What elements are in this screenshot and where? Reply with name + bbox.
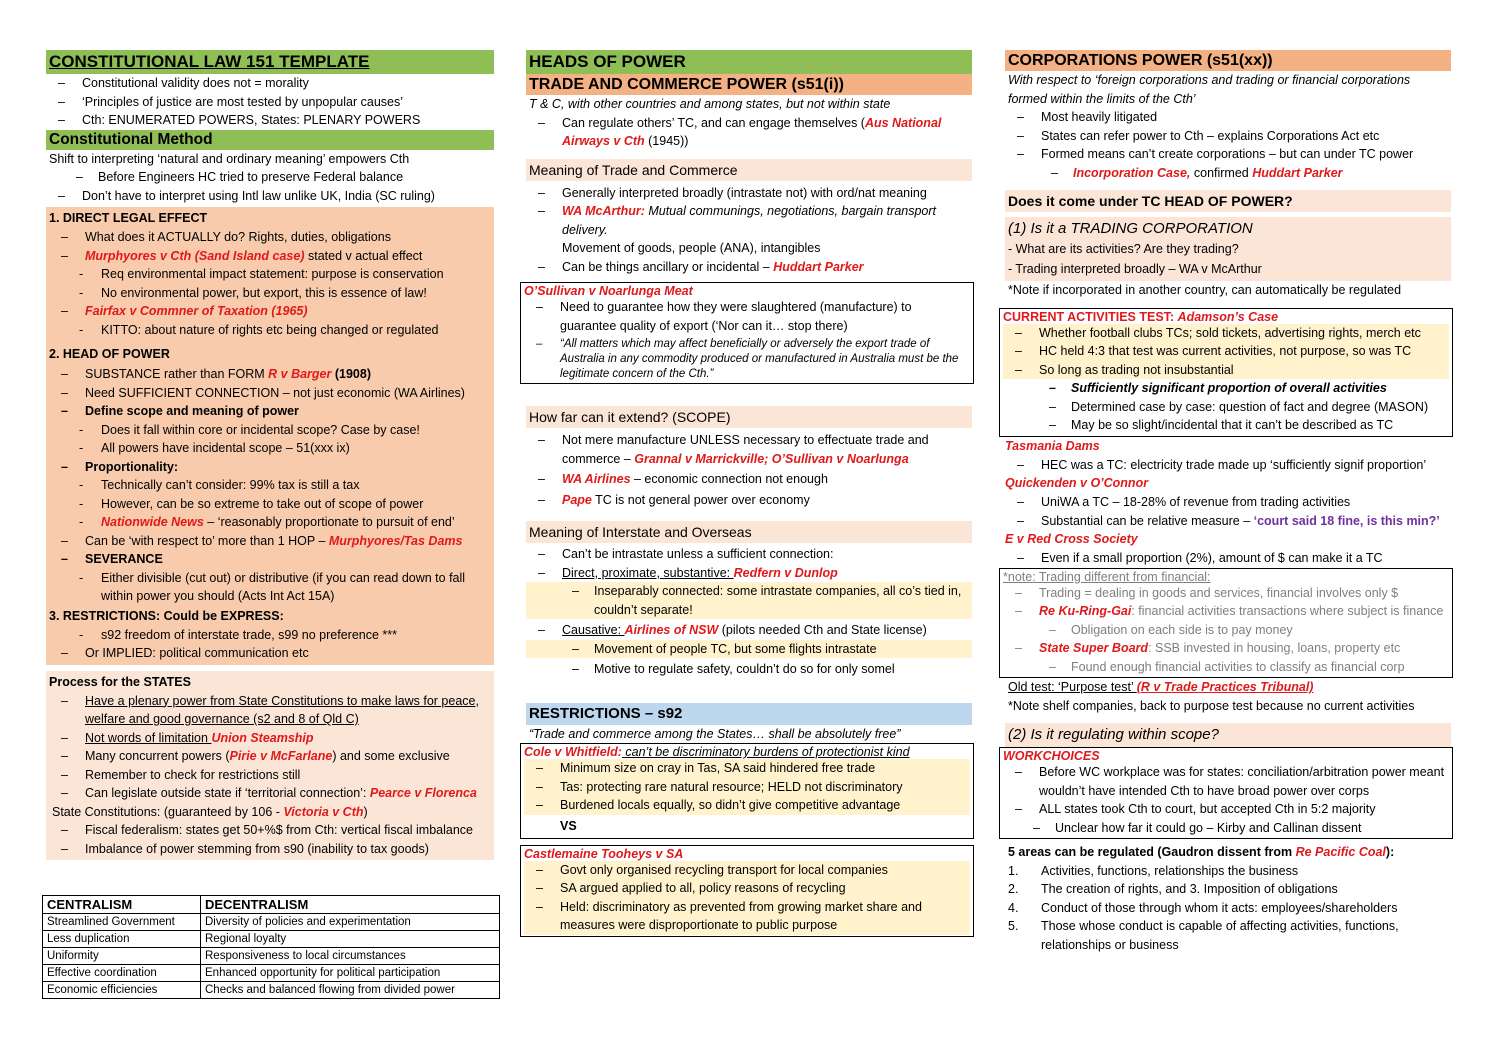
list-item: – Proportionality:: [61, 459, 179, 474]
list-item: – Most heavily litigated: [1017, 110, 1158, 124]
list-item: 4. Conduct of those through whom it acts: employees/shareholders: [1008, 900, 1398, 915]
column-1: [46, 50, 494, 860]
list-item: Movement of goods, people (ANA), intangibles: [562, 241, 821, 255]
list-item: – “All matters which may affect beneficially or adversely the export trade of Australia in any commodity produced or manufactured in Australia must be the legitimate concern of the Cth.”: [536, 338, 959, 380]
case-title: WORKCHOICES: [1003, 749, 1100, 763]
note: *Note if incorporated in another country, can automatically be regulated: [1008, 283, 1402, 297]
list-item: – Govt only organised recycling transport for local companies: [524, 861, 970, 880]
list-item: – Can legislate outside state if ‘territorial connection’: Pearce v Florenca: [61, 786, 477, 800]
heading-scope-q2: (2) Is it regulating within scope?: [1005, 723, 1451, 747]
list-item: – Motive to regulate safety, couldn’t do so for only somel: [572, 662, 895, 676]
list-item: - All powers have incidental scope – 51(xxx ix): [79, 441, 350, 455]
section-direct-legal-effect: [46, 207, 494, 665]
subtitle: With respect to ‘foreign corporations and trading or financial corporations formed within the limits of the Cth’: [1008, 73, 1411, 106]
centralism-table: [42, 895, 500, 999]
list-item: – Trading = dealing in goods and services, financial involves only $: [1015, 585, 1399, 600]
list-item: – HC held 4:3 that test was current activities, not purpose, so was TC: [1003, 342, 1449, 361]
section-heading: 3. RESTRICTIONS: Could be EXPRESS:: [49, 608, 284, 623]
current-activities-box: CURRENT ACTIVITIES TEST: Adamson’s Case – Whether football clubs TCs; sold tickets, advertising rights, merch etc – HC held 4:3 that test was current activities, not purpose, so was TC – So long as trading not insubstantial – Sufficiently significant proportion of overall activities – Determined case by case: question of fact and degree (MASON) – May be so slight/incidental that it can’t be described as TC: [999, 308, 1453, 437]
table-row: Less duplication Regional loyalty: [43, 931, 500, 948]
list-item: 5. Those whose conduct is capable of affecting activities, functions, relationships or business: [1008, 919, 1399, 952]
list-item: – Inseparably connected: some intrastate companies, all co’s tied in, couldn’t separate!: [526, 582, 972, 619]
list-item: – Held: discriminatory as prevented from growing market share and measures were disproportionate to public purpose: [524, 898, 970, 935]
list-item: – Substantial can be relative measure – ‘court said 18 fine, is this min?’: [1017, 513, 1440, 528]
list-item: – Direct, proximate, substantive: Redfern v Dunlop: [538, 565, 838, 580]
vs-label: VS: [560, 818, 577, 833]
list-item: – Can be ‘with respect to’ more than 1 HOP – Murphyores/Tas Dams: [61, 533, 463, 548]
list-item: – Don’t have to interpret using Intl law unlike UK, India (SC ruling): [58, 188, 435, 203]
list-item: – ALL states took Cth to court, but accepted Cth in 5:2 majority: [1015, 802, 1376, 816]
column-3: [1005, 50, 1451, 954]
list-item: – Obligation on each side is to pay money: [1049, 622, 1293, 637]
list-item: – State Super Board: SSB invested in housing, loans, property etc: [1015, 641, 1401, 655]
section-heading: Process for the STATES: [49, 674, 191, 689]
list-item: - KITTO: about nature of rights etc being changed or regulated: [79, 322, 439, 337]
list-item: – Cth: ENUMERATED POWERS, States: PLENARY POWERS: [58, 113, 421, 127]
list-item: – Can regulate others’ TC, and can engage themselves (Aus National Airways v Cth (1945)): [538, 115, 942, 148]
list-item: – Incorporation Case, confirmed Huddart Parker: [1051, 165, 1343, 180]
table-row: Uniformity Responsiveness to local circumstances: [43, 948, 500, 965]
case-title: O’Sullivan v Noarlunga Meat: [524, 284, 693, 298]
list-item: - Does it fall within core or incidental scope? Case by case!: [79, 422, 420, 437]
list-item: – Burdened locals equally, so didn’t give competitive advantage: [524, 796, 970, 815]
list-item: – Re Ku-Ring-Gai: financial activities transactions where subject is finance: [1015, 604, 1444, 618]
list-item: – Define scope and meaning of power: [61, 404, 299, 418]
list-item: – States can refer power to Cth – explains Corporations Act etc: [1017, 128, 1380, 143]
list-item: - What are its activities? Are they trading?: [1008, 242, 1239, 256]
list-item: – Unclear how far it could go – Kirby and Callinan dissent: [1033, 820, 1362, 835]
heading-corporations-power: CORPORATIONS POWER (s51(xx)): [1005, 50, 1451, 71]
list-item: - Trading interpreted broadly – WA v McArthur: [1008, 262, 1262, 276]
note: *Note shelf companies, back to purpose test because no current activities: [1008, 698, 1415, 713]
list-item: – SUBSTANCE rather than FORM R v Barger (1908): [61, 367, 371, 381]
list-item: – Constitutional validity does not = morality: [58, 76, 309, 90]
quote: “Trade and commerce among the States… shall be absolutely free”: [529, 726, 901, 741]
section-heading-method: Constitutional Method: [46, 130, 494, 150]
list-item: - Req environmental impact statement: purpose is conservation: [79, 267, 444, 281]
heading-trade-commerce: TRADE AND COMMERCE POWER (s51(i)): [526, 74, 972, 95]
list-item: – Generally interpreted broadly (intrastate not) with ord/nat meaning: [538, 185, 927, 200]
list-item: – Minimum size on cray in Tas, SA said hindered free trade: [524, 759, 970, 778]
list-item: – Remember to check for restrictions still: [61, 767, 301, 782]
list-item: 1. Activities, functions, relationships the business: [1008, 863, 1299, 878]
list-item: – Need to guarantee how they were slaughtered (manufacture) to guarantee quality of export (‘Nor can it… stop there): [536, 300, 912, 333]
list-item: - Either divisible (cut out) or distributive (if you can read down to fall within power you should (Acts Int Act 15A): [79, 570, 466, 603]
list-item: – So long as trading not insubstantial: [1003, 361, 1449, 380]
case-title: Quickenden v O’Connor: [1005, 476, 1149, 490]
list-item: – Sufficiently significant proportion of overall activities: [1049, 381, 1387, 395]
list-item: – SA argued applied to all, policy reasons of recycling: [524, 879, 970, 898]
column-2: [526, 50, 972, 937]
list-item: - s92 freedom of interstate trade, s99 no preference ***: [79, 627, 398, 642]
list-item: – Found enough financial activities to classify as financial corp: [1049, 659, 1405, 674]
list-item: – Even if a small proportion (2%), amount of $ can make it a TC: [1017, 551, 1383, 565]
list-item: – Whether football clubs TCs; sold tickets, advertising rights, merch etc: [1003, 324, 1449, 343]
list-item: - However, can be so extreme to take out of scope of power: [79, 496, 424, 511]
list-item: – Causative: Airlines of NSW (pilots needed Cth and State license): [538, 623, 927, 637]
list-item: Old test: ‘Purpose test’ (R v Trade Practices Tribunal): [1008, 680, 1314, 694]
section-heading: (1) Is it a TRADING CORPORATION: [1008, 220, 1253, 237]
castlemaine-box: [520, 845, 974, 937]
five-areas-title: 5 areas can be regulated (Gaudron dissent from Re Pacific Coal):: [1008, 845, 1395, 859]
list-item: – Fiscal federalism: states get 50+%$ from Cth: vertical fiscal imbalance: [61, 823, 474, 837]
table-header: CENTRALISM: [43, 896, 201, 914]
trading-corp-box: [1005, 217, 1451, 281]
list-item: Shift to interpreting ‘natural and ordinary meaning’ empowers Cth: [49, 151, 410, 166]
case-title: Castlemaine Tooheys v SA: [524, 846, 684, 861]
list-item: – Murphyores v Cth (Sand Island case) stated v actual effect: [61, 248, 423, 263]
financial-note-box: [999, 568, 1453, 679]
list-item: – Tas: protecting rare natural resource; HELD not discriminatory: [524, 778, 970, 797]
heading-interstate: Meaning of Interstate and Overseas: [526, 521, 972, 543]
list-item: – What does it ACTUALLY do? Rights, duties, obligations: [61, 230, 391, 244]
list-item: – Pape TC is not general power over economy: [538, 492, 810, 507]
list-item: – Movement of people TC, but some flights intrastate: [526, 640, 972, 659]
list-item: State Constitutions: (guaranteed by 106 - Victoria v Cth): [52, 804, 368, 819]
list-item: – UniWA a TC – 18-28% of revenue from trading activities: [1017, 495, 1351, 509]
list-item: – ‘Principles of justice are most tested by unpopular causes’: [58, 94, 403, 109]
subtitle: T & C, with other countries and among states, but not within state: [529, 97, 891, 111]
table-header: DECENTRALISM: [201, 896, 500, 914]
list-item: – Fairfax v Commner of Taxation (1965): [61, 304, 308, 318]
list-item: – HEC was a TC: electricity trade made up ‘sufficiently signif proportion’: [1017, 457, 1427, 472]
list-item: – Formed means can’t create corporations – but can under TC power: [1017, 147, 1414, 161]
list-item: – May be so slight/incidental that it can’t be described as TC: [1049, 418, 1394, 432]
section-heading: 2. HEAD OF POWER: [49, 347, 170, 361]
list-item: - Technically can’t consider: 99% tax is still a tax: [79, 478, 360, 492]
list-item: – Before WC workplace was for states: conciliation/arbitration power meant wouldn’t have intended Cth to have broad power over corps: [1015, 765, 1445, 798]
osullivan-box: [520, 282, 974, 384]
case-title: E v Red Cross Society: [1005, 532, 1138, 546]
list-item: - Nationwide News – ‘reasonably proportionate to pursuit of end’: [79, 515, 455, 529]
list-item: – Or IMPLIED: political communication etc: [61, 646, 309, 660]
table-row: Streamlined Government Diversity of policies and experimentation: [43, 914, 500, 931]
section-heading: 1. DIRECT LEGAL EFFECT: [49, 211, 208, 225]
case-title: Tasmania Dams: [1005, 438, 1100, 453]
list-item: – Can be things ancillary or incidental – Huddart Parker: [538, 259, 864, 274]
cole-box: Cole v Whitfield: can’t be discriminatory burdens of protectionist kind – Minimum size on cray in Tas, SA said hindered free trade – Tas: protecting rare natural resource; HELD not discriminatory – Burdened locals equally, so didn’t give competitive advantage VS: [520, 743, 974, 839]
table-row: Economic efficiencies Checks and balanced flowing from divided power: [43, 982, 500, 999]
list-item: – WA McArthur: Mutual communings, negotiations, bargain transport delivery.: [538, 204, 937, 237]
list-item: – Have a plenary power from State Constitutions to make laws for peace, welfare and good governance (s2 and 8 of Qld C): [61, 693, 479, 726]
workchoices-box: [999, 747, 1453, 839]
page-title: CONSTITUTIONAL LAW 151 TEMPLATE: [46, 50, 494, 74]
heading-restrictions: RESTRICTIONS – s92: [526, 703, 972, 725]
list-item: – Before Engineers HC tried to preserve Federal balance: [76, 170, 404, 184]
list-item: – SEVERANCE: [61, 552, 163, 566]
list-item: – Not words of limitation Union Steamship: [61, 730, 314, 745]
list-item: 2. The creation of rights, and 3. Imposition of obligations: [1008, 882, 1338, 896]
table-row: Effective coordination Enhanced opportunity for political participation: [43, 965, 500, 982]
list-item: – Need SUFFICIENT CONNECTION – not just economic (WA Airlines): [61, 385, 465, 400]
heading-meaning: Meaning of Trade and Commerce: [526, 159, 972, 181]
heading-tc-head: Does it come under TC HEAD OF POWER?: [1005, 190, 1451, 212]
heading-heads-of-power: HEADS OF POWER: [526, 50, 972, 74]
list-item: – Not mere manufacture UNLESS necessary to effectuate trade and commerce – Grannal v Marrickville; O’Sullivan v Noarlunga: [538, 433, 929, 466]
note: *note: Trading different from financial:: [1003, 569, 1211, 584]
list-item: - No environmental power, but export, this is essence of law!: [79, 285, 427, 300]
list-item: – Imbalance of power stemming from s90 (inability to tax goods): [61, 841, 429, 856]
list-item: – Determined case by case: question of fact and degree (MASON): [1049, 399, 1429, 414]
section-states: [46, 671, 494, 861]
list-item: – WA Airlines – economic connection not enough: [538, 472, 828, 486]
heading-scope: How far can it extend? (SCOPE): [526, 406, 972, 428]
list-item: – Can’t be intrastate unless a sufficient connection:: [538, 547, 834, 561]
list-item: – Many concurrent powers (Pirie v McFarlane) and some exclusive: [61, 749, 450, 763]
